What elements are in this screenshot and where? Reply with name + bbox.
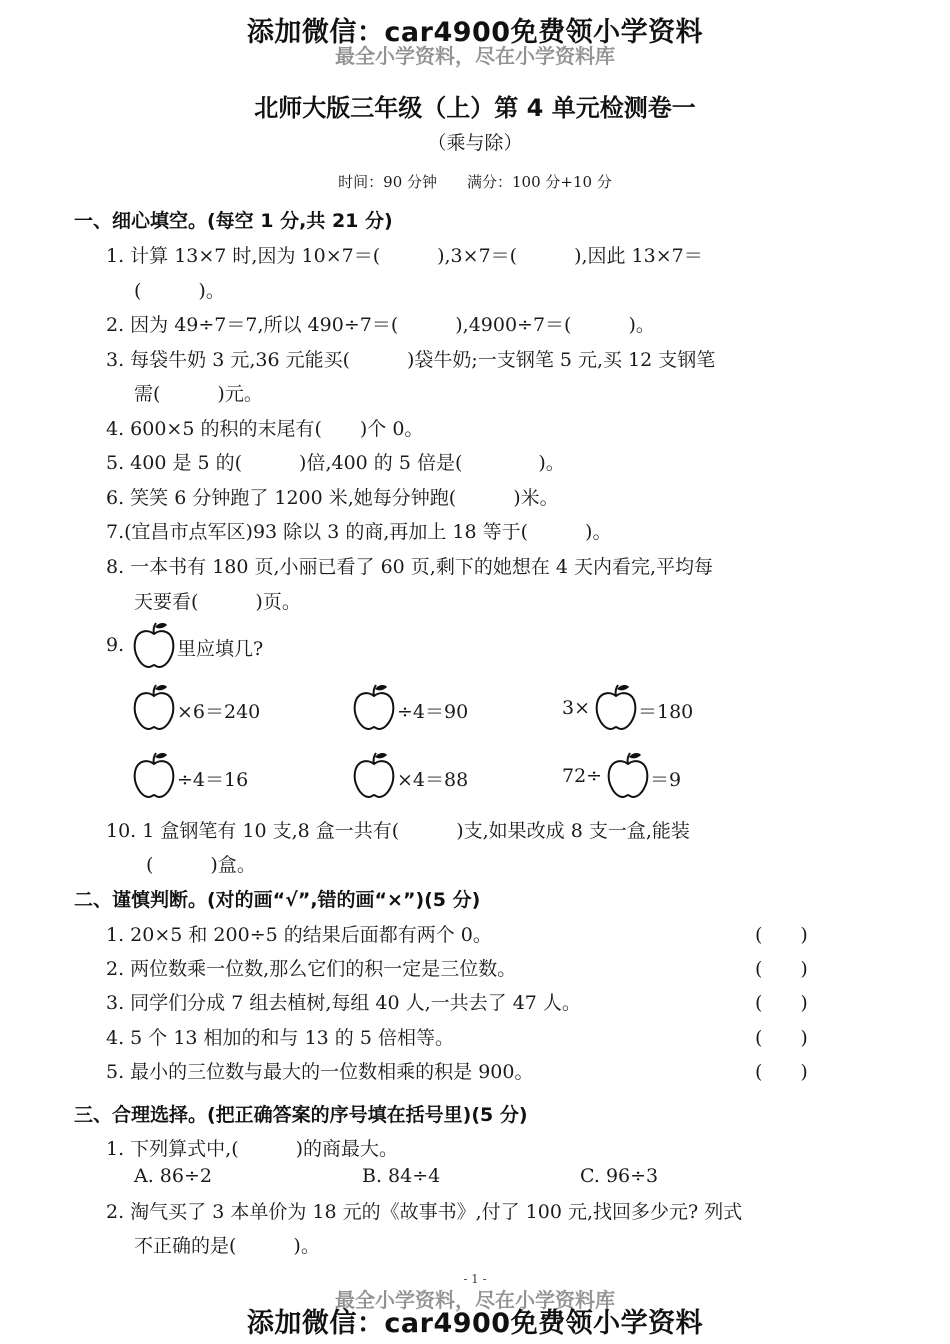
question-1-2: 2. 因为 49÷7＝7,所以 490÷7＝( ),4900÷7＝( )。 bbox=[106, 314, 655, 336]
judgment-item: 4. 5 个 13 相加的和与 13 的 5 倍相等。 bbox=[106, 1027, 454, 1049]
page-number: - 1 - bbox=[463, 1272, 487, 1286]
question-1-9-text: 里应填几? bbox=[177, 638, 264, 660]
section-3-heading: 三、合理选择。(把正确答案的序号填在括号里)(5 分) bbox=[74, 1104, 528, 1126]
judgment-item: 2. 两位数乘一位数,那么它们的积一定是三位数。 bbox=[106, 958, 517, 980]
question-1-3: 3. 每袋牛奶 3 元,36 元能买( )袋牛奶;一支钢笔 5 元,买 12 支钢笔 bbox=[106, 349, 716, 371]
question-1-3-cont: 需( )元。 bbox=[134, 383, 263, 405]
apple-equation-2: ÷4＝90 bbox=[397, 701, 469, 723]
apple-icon bbox=[131, 750, 177, 800]
judgment-item: 3. 同学们分成 7 组去植树,每组 40 人,一共去了 47 人。 bbox=[106, 992, 581, 1014]
apple-equation-4: ÷4＝16 bbox=[177, 769, 249, 791]
question-1-4: 4. 600×5 的积的末尾有( )个 0。 bbox=[106, 418, 424, 440]
section-1-heading: 一、细心填空。(每空 1 分,共 21 分) bbox=[74, 210, 393, 232]
question-1-10-cont: ( )盒。 bbox=[146, 854, 256, 876]
section-2-heading: 二、谨慎判断。(对的画“√”,错的画“×”)(5 分) bbox=[74, 889, 481, 911]
question-1-9-number: 9. bbox=[106, 634, 125, 656]
question-1-6: 6. 笑笑 6 分钟跑了 1200 米,她每分钟跑( )米。 bbox=[106, 487, 559, 509]
option-c: C. 96÷3 bbox=[580, 1165, 659, 1187]
page-title: 北师大版三年级（上）第 4 单元检测卷一 bbox=[254, 94, 696, 122]
answer-bracket: ( ) bbox=[755, 958, 808, 980]
apple-icon bbox=[351, 750, 397, 800]
question-1-8: 8. 一本书有 180 页,小丽已看了 60 页,剩下的她想在 4 天内看完,平均每 bbox=[106, 556, 714, 578]
question-3-2-cont: 不正确的是( )。 bbox=[134, 1235, 320, 1257]
question-1-5: 5. 400 是 5 的( )倍,400 的 5 倍是( )。 bbox=[106, 452, 565, 474]
judgment-item: 1. 20×5 和 200÷5 的结果后面都有两个 0。 bbox=[106, 924, 492, 946]
apple-equation-3-suffix: ＝180 bbox=[638, 701, 694, 723]
apple-equation-3-prefix: 3× bbox=[562, 697, 591, 719]
answer-bracket: ( ) bbox=[755, 992, 808, 1014]
page-subtitle: （乘与除） bbox=[427, 132, 523, 154]
watermark-top-ghost: 最全小学资料，尽在小学资料库 bbox=[335, 44, 615, 68]
option-a: A. 86÷2 bbox=[134, 1165, 212, 1187]
apple-icon bbox=[593, 682, 639, 732]
watermark-top: 添加微信：car4900免费领小学资料 bbox=[246, 17, 704, 48]
judgment-item: 5. 最小的三位数与最大的一位数相乘的积是 900。 bbox=[106, 1061, 534, 1083]
apple-icon bbox=[605, 750, 651, 800]
question-1-7: 7.(宜昌市点军区)93 除以 3 的商,再加上 18 等于( )。 bbox=[106, 521, 612, 543]
question-1-1: 1. 计算 13×7 时,因为 10×7＝( ),3×7＝( ),因此 13×7＝ bbox=[106, 245, 703, 267]
answer-bracket: ( ) bbox=[755, 924, 808, 946]
question-1-8-cont: 天要看( )页。 bbox=[134, 591, 301, 613]
exam-info: 时间：90 分钟 满分：100 分+10 分 bbox=[338, 173, 612, 191]
apple-icon bbox=[131, 620, 177, 670]
apple-icon bbox=[351, 682, 397, 732]
question-1-10: 10. 1 盒钢笔有 10 支,8 盒一共有( )支,如果改成 8 支一盒,能装 bbox=[106, 820, 690, 842]
apple-equation-5: ×4＝88 bbox=[397, 769, 469, 791]
apple-icon bbox=[131, 682, 177, 732]
apple-equation-1: ×6＝240 bbox=[177, 701, 261, 723]
answer-bracket: ( ) bbox=[755, 1027, 808, 1049]
answer-bracket: ( ) bbox=[755, 1061, 808, 1083]
question-3-2: 2. 淘气买了 3 本单价为 18 元的《故事书》,付了 100 元,找回多少元? 列式 bbox=[106, 1201, 743, 1223]
watermark-bottom: 添加微信：car4900免费领小学资料 bbox=[246, 1308, 704, 1339]
question-3-1: 1. 下列算式中,( )的商最大。 bbox=[106, 1138, 399, 1160]
watermark-bottom-ghost: 最全小学资料，尽在小学资料库 bbox=[335, 1288, 615, 1312]
apple-equation-6-prefix: 72÷ bbox=[562, 765, 603, 787]
option-b: B. 84÷4 bbox=[362, 1165, 441, 1187]
apple-equation-6-suffix: ＝9 bbox=[650, 769, 682, 791]
question-1-1-cont: ( )。 bbox=[134, 280, 225, 302]
